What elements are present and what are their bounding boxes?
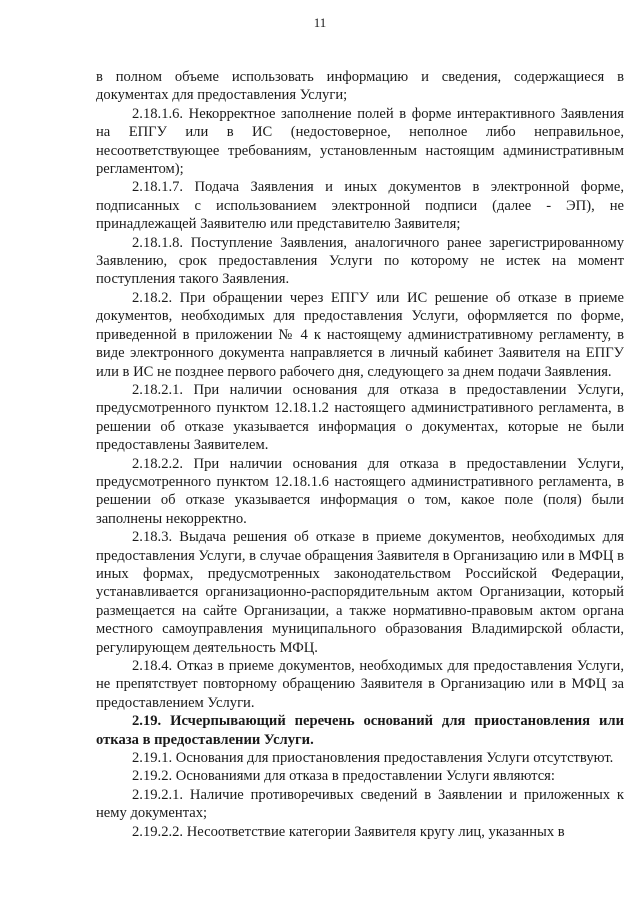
paragraph: 2.18.3. Выдача решения об отказе в приеме документов, необходимых для предоставления Услуги, в случае обращения Заявителя в Организацию или в МФЦ в иных формах, предусмотренных законодательством Российской Федерации, устанавливается организационно-распорядительным актом Организации, который размещается на сайте Организации, а также нормативно-правовым актом органа местного самоуправления муниципального образования Владимирской области, регулирующем деятельность МФЦ. xyxy=(96,529,624,656)
paragraph: 2.18.1.8. Поступление Заявления, аналогичного ранее зарегистрированному Заявлению, срок предоставления Услуги по которому не истек на момент поступления такого Заявления. xyxy=(96,234,624,288)
paragraph: 2.19.2.1. Наличие противоречивых сведений в Заявлении и приложенных к нему документах; xyxy=(96,786,624,822)
paragraph: 2.18.4. Отказ в приеме документов, необходимых для предоставления Услуги, не препятствует повторному обращению Заявителя в Организацию или в МФЦ за предоставлением Услуги. xyxy=(96,658,624,711)
paragraph: 2.18.1.7. Подача Заявления и иных документов в электронной форме, подписанных с использованием электронной подписи (далее - ЭП), не принадлежащей Заявителю или представителю Заявителя; xyxy=(96,179,624,233)
paragraph: 2.18.1.6. Некорректное заполнение полей в форме интерактивного Заявления на ЕПГУ или в ИС (недостоверное, неполное либо неправильное, несоответствующее требованиям, установленным настоящим административным регламентом); xyxy=(96,105,624,178)
paragraph: 2.19.1. Основания для приостановления предоставления Услуги отсутствуют. xyxy=(132,750,614,767)
section-title: Исчерпывающий перечень оснований для приостановления или отказа в предоставлении Услуги. xyxy=(96,713,624,748)
paragraph: 2.18.2. При обращении через ЕПГУ или ИС решение об отказе в приеме документов, необходимых для предоставления Услуги, оформляется по форме, приведенной в приложении № 4 к настоящему административному регламенту, в виде электронного документа направляется в личный кабинет Заявителя на ЕПГУ или в ИС не позднее первого рабочего дня, следующего за днем подачи Заявления. xyxy=(96,289,624,380)
document-body xyxy=(96,68,624,841)
section-heading xyxy=(96,712,624,749)
section-number: 2.19. xyxy=(132,713,162,730)
paragraph: в полном объеме использовать информацию и сведения, содержащиеся в документах для предоставления Услуги; xyxy=(96,69,624,104)
paragraph: 2.19.2.2. Несоответствие категории Заявителя кругу лиц, указанных в xyxy=(132,823,565,840)
page-number: 11 xyxy=(313,15,327,30)
paragraph: 2.19.2. Основаниями для отказа в предоставлении Услуги являются: xyxy=(132,768,555,785)
paragraph: 2.18.2.1. При наличии основания для отказа в предоставлении Услуги, предусмотренного пунктом 12.18.1.2 настоящего административного регламента, в решении об отказе указывается информация о документах, которые не были предоставлены Заявителем. xyxy=(96,381,624,454)
paragraph: 2.18.2.2. При наличии основания для отказа в предоставлении Услуги, предусмотренного пунктом 12.18.1.6 настоящего административного регламента, в решении об отказе указывается информация о том, какое поле (поля) были заполнены некорректно. xyxy=(96,455,624,527)
